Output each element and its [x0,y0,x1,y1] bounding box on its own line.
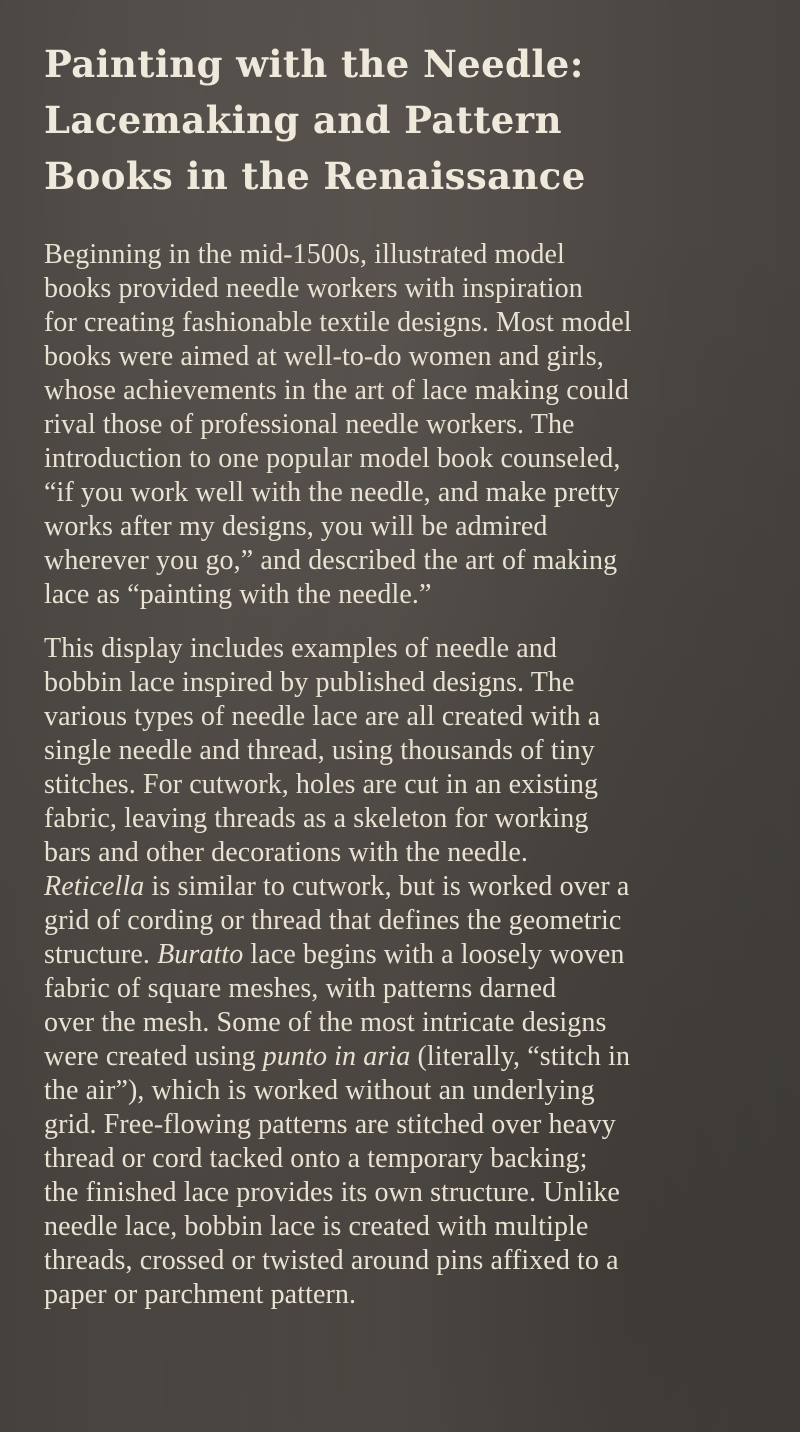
term-punto-in-aria: punto in aria [262,1041,411,1072]
panel-title [44,36,770,204]
text-segment: is similar to cutwork, but is worked over a [144,871,630,902]
paragraph-spacer [44,612,770,632]
text-line: lace as “painting with the needle.” [44,579,432,610]
text-line: This display includes examples of needle and [44,633,557,664]
text-line: for creating fashionable textile designs. Most model [44,307,632,338]
text-line: bars and other decorations with the needle. [44,837,529,868]
title-line: Painting with the Needle: [44,42,584,86]
text-segment: structure. [44,939,158,970]
text-line: books were aimed at well-to-do women and girls, [44,341,604,372]
intro-paragraph [44,238,770,612]
text-segment: (literally, “stitch in [410,1041,631,1072]
title-line: Books in the Renaissance [44,154,586,198]
text-line [44,938,770,972]
text-line: needle lace, bobbin lace is created with multiple [44,1211,589,1242]
text-line: “if you work well with the needle, and make pretty [44,477,620,508]
text-line: the air”), which is worked without an underlying [44,1075,595,1106]
text-line: grid. Free-flowing patterns are stitched over heavy [44,1109,616,1140]
title-line: Lacemaking and Pattern [44,98,562,142]
text-line: rival those of professional needle workers. The [44,409,575,440]
text-line: fabric of square meshes, with patterns darned [44,973,557,1004]
text-line: fabric, leaving threads as a skeleton for working [44,803,589,834]
text-line: thread or cord tacked onto a temporary backing; [44,1143,588,1174]
text-line: whose achievements in the art of lace making could [44,375,630,406]
text-line: grid of cording or thread that defines the geometric [44,905,622,936]
text-segment: were created using [44,1041,263,1072]
text-line: wherever you go,” and described the art of making [44,545,618,576]
text-line [44,1040,770,1074]
text-line: paper or parchment pattern. [44,1279,357,1310]
text-line: stitches. For cutwork, holes are cut in an existing [44,769,599,800]
text-segment: lace begins with a loosely woven [243,939,625,970]
text-line: over the mesh. Some of the most intricate designs [44,1007,607,1038]
text-line: works after my designs, you will be admired [44,511,548,542]
lace-types-paragraph [44,632,770,1312]
text-line: various types of needle lace are all created with a [44,701,601,732]
text-line: introduction to one popular model book counseled, [44,443,621,474]
text-line: threads, crossed or twisted around pins affixed to a [44,1245,619,1276]
text-line: books provided needle workers with inspiration [44,273,583,304]
text-line: Beginning in the mid-1500s, illustrated model [44,239,565,270]
text-line [44,870,770,904]
term-reticella: Reticella [44,871,145,902]
text-line: bobbin lace inspired by published designs. The [44,667,575,698]
text-line: single needle and thread, using thousands of tiny [44,735,595,766]
term-buratto: Buratto [157,939,244,970]
text-line: the finished lace provides its own structure. Unlike [44,1177,620,1208]
